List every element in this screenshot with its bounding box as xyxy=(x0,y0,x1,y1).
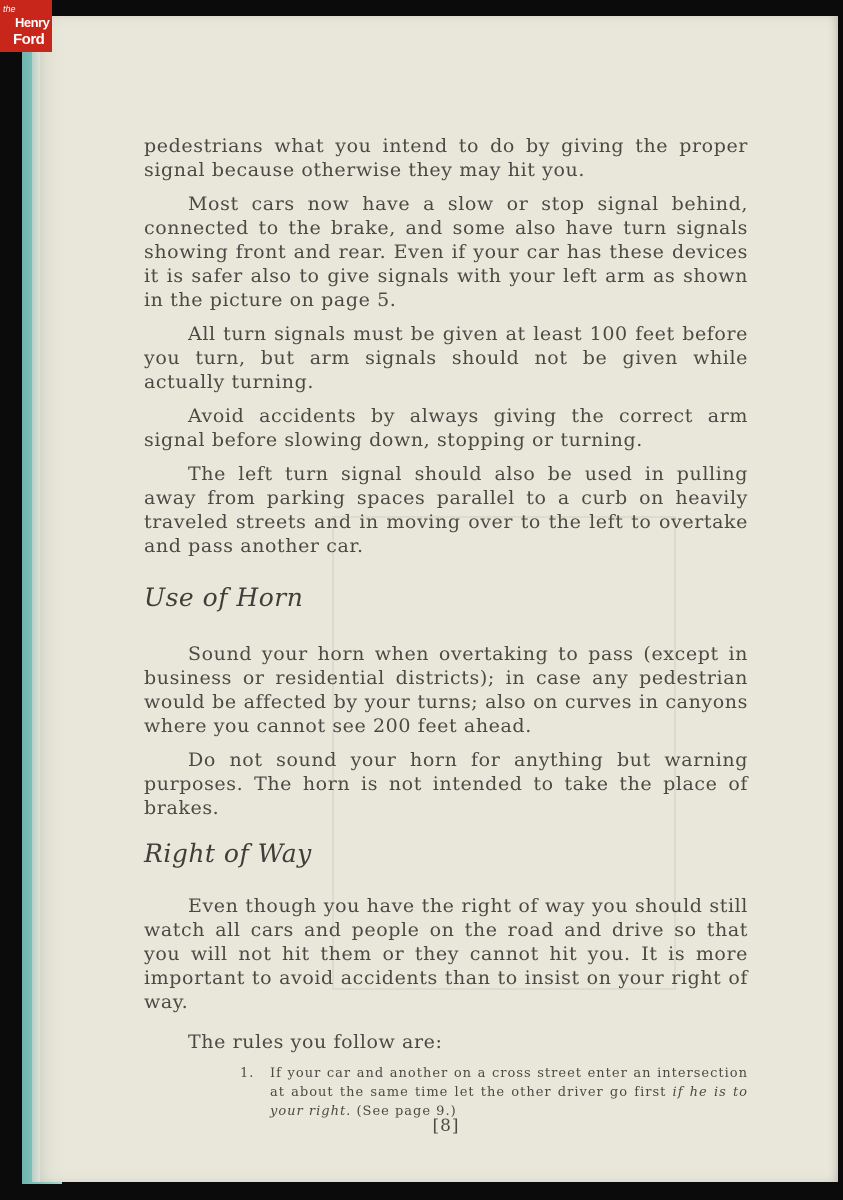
section-heading-horn: Use of Horn xyxy=(144,583,304,612)
rule-item xyxy=(240,1064,748,1121)
paragraph: Most cars now have a slow or stop signal behind, connected to the brake, and some also have turn signals showing front and rear. Even if your car has these devices it is safer also to give signals with your left arm as shown in the picture on page 5. xyxy=(144,193,748,311)
paragraph: pedestrians what you intend to do by giving the proper signal because otherwise they may hit you. xyxy=(144,135,748,181)
paragraph: Sound your horn when overtaking to pass (except in business or residential districts); in case any pedestrian would be affected by your turns; also on curves in canyons where you cannot see 200 feet ahead. xyxy=(144,643,748,737)
paragraph: All turn signals must be given at least 100 feet before you turn, but arm signals should not be given while actually turning. xyxy=(144,323,748,393)
paragraph: The left turn signal should also be used in pulling away from parking spaces parallel to a curb on heavily traveled streets and in moving over to the left to overtake and pass another car. xyxy=(144,463,748,557)
page-content xyxy=(144,134,749,1136)
rule-text xyxy=(270,1064,748,1121)
logo-henry: Henry xyxy=(15,15,50,30)
book-page xyxy=(32,16,838,1182)
paragraph: Avoid accidents by always giving the correct arm signal before slowing down, stopping or turning. xyxy=(144,405,748,451)
logo-ford: Ford xyxy=(13,31,45,48)
section-heading-right-of-way: Right of Way xyxy=(144,839,312,868)
rules-intro: The rules you follow are: xyxy=(188,1031,443,1053)
page-gutter xyxy=(32,16,40,1182)
paragraph: Even though you have the right of way you should still watch all cars and people on the road and drive so that you will not hit them or they cannot hit you. It is more important to avoid accidents than to insist on your right of way. xyxy=(144,895,748,1013)
henry-ford-logo xyxy=(0,0,52,52)
rule-text-start: If your car and another on a cross street enter an intersection at about the same time let the other driver go first xyxy=(270,1066,748,1100)
page-number: [8] xyxy=(432,1116,460,1136)
rule-number: 1. xyxy=(240,1066,255,1081)
paragraph: Do not sound your horn for anything but warning purposes. The horn is not intended to take the place of brakes. xyxy=(144,749,748,819)
rule-text-end: (See page 9.) xyxy=(351,1104,457,1119)
logo-the: the xyxy=(3,4,16,14)
rule-text-italic: if he is to your right. xyxy=(270,1085,749,1119)
